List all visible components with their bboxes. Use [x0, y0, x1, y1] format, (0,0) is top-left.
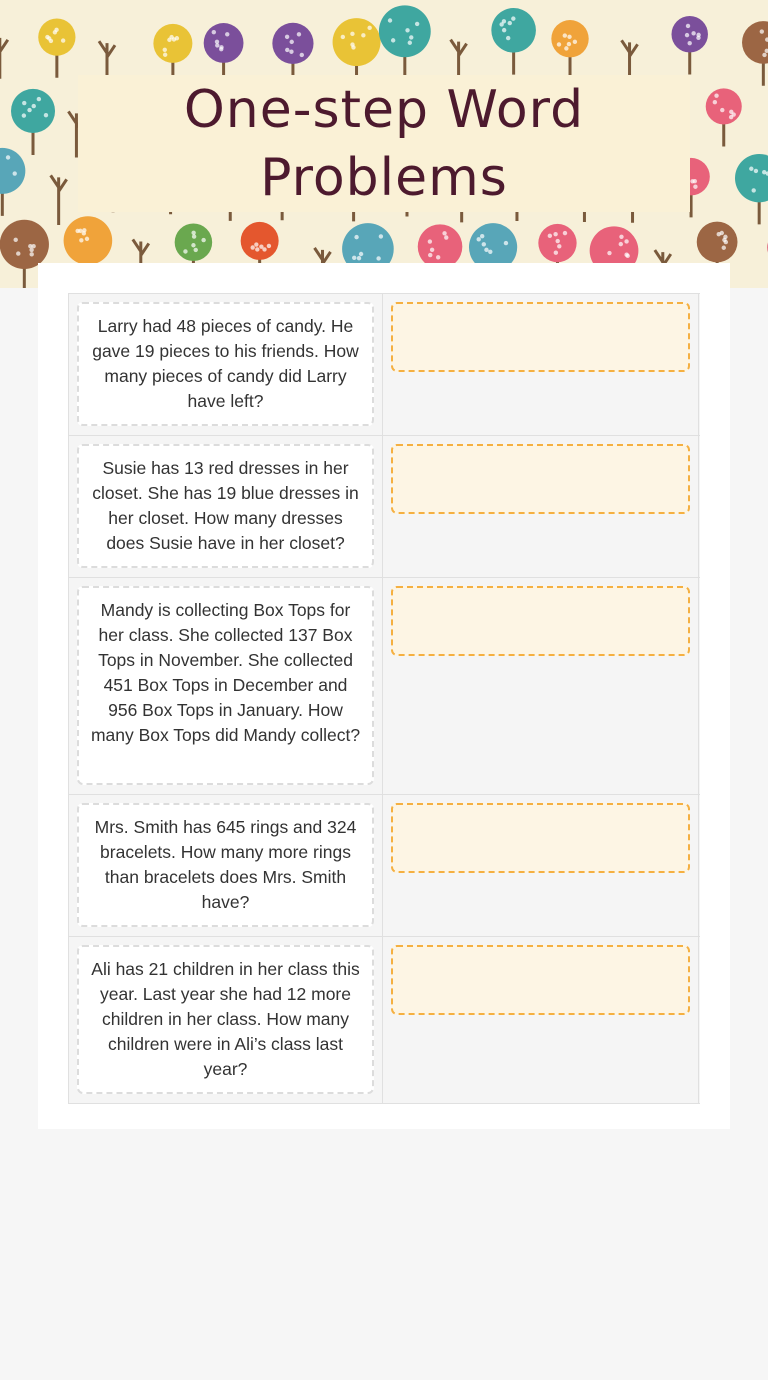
tree-dot	[762, 53, 766, 57]
worksheet-card	[38, 263, 730, 1129]
tree-dot	[484, 248, 488, 252]
tree-dot	[506, 36, 510, 40]
tree-dot	[191, 243, 195, 247]
tree-dot	[267, 244, 271, 248]
tree-dot	[192, 234, 196, 238]
tree-dot	[183, 249, 187, 253]
tree-dot	[85, 237, 89, 241]
question-cell	[69, 436, 383, 577]
tree-dot	[54, 28, 58, 32]
tree-dot	[442, 231, 446, 235]
tree-dot	[212, 30, 216, 34]
tree-dot	[191, 231, 195, 235]
question-card[interactable]: Susie has 13 red dresses in her closet. She has 19 blue dresses in her closet. How many dresses does Susie have in her closet?	[77, 444, 374, 568]
tree-dot	[31, 244, 35, 248]
tree-dot	[430, 248, 434, 252]
tree-dot	[720, 108, 724, 112]
answer-cell	[383, 578, 699, 794]
tree-dot	[61, 38, 65, 42]
tree-dot	[13, 171, 17, 175]
tree-crown	[241, 222, 279, 260]
tree-dot	[619, 242, 623, 246]
tree-dot	[350, 42, 354, 46]
title-banner	[78, 75, 690, 212]
tree-dot	[428, 239, 432, 243]
tree-dot	[405, 28, 409, 32]
tree-dot	[215, 40, 219, 44]
tree-dot	[563, 33, 567, 37]
tree-dot	[488, 250, 492, 254]
tree-crown	[697, 222, 738, 263]
question-card[interactable]: Larry had 48 pieces of candy. He gave 19 pieces to his friends. How many pieces of candy did Larry have left?	[77, 302, 374, 426]
tree-dot	[376, 256, 380, 260]
tree-dot	[563, 231, 567, 235]
tree-dot	[567, 42, 571, 46]
tree-crown	[38, 18, 75, 55]
tree-dot	[504, 241, 508, 245]
tree-dot	[163, 53, 167, 57]
answer-cell	[383, 436, 699, 577]
tree-dot	[75, 229, 79, 233]
tree-dot	[508, 21, 512, 25]
tree-dot	[297, 32, 301, 36]
tree-dot	[44, 113, 48, 117]
tree-dot	[444, 235, 448, 239]
tree-dot	[391, 38, 395, 42]
answer-drop-zone[interactable]	[391, 444, 690, 514]
tree-dot	[624, 239, 628, 243]
table-row	[69, 436, 700, 578]
tree-crown	[204, 23, 244, 63]
tree-dot	[717, 232, 721, 236]
tree-dot	[388, 18, 392, 22]
tree-crown	[379, 5, 431, 57]
tree-dot	[361, 33, 365, 37]
tree-dot	[408, 41, 412, 45]
tree-dot	[194, 248, 198, 252]
tree-dot	[564, 46, 568, 50]
tree-crown	[671, 16, 707, 52]
tree-dot	[14, 238, 18, 242]
tree-dot	[548, 234, 552, 238]
tree-dot	[290, 40, 294, 44]
tree-dot	[723, 235, 727, 239]
tree-dot	[573, 40, 577, 44]
tree-dot	[502, 28, 506, 32]
question-card[interactable]: Mandy is collecting Box Tops for her class. She collected 137 Box Tops in November. She collected 451 Box Tops in December and 956 Box Tops in January. How many Box Tops did Mandy collect?	[77, 586, 374, 785]
tree-dot	[619, 235, 623, 239]
tree-dot	[379, 234, 383, 238]
tree-dot	[225, 32, 229, 36]
tree-dot	[415, 22, 419, 26]
tree-crown	[0, 220, 49, 269]
tree-dot	[16, 251, 20, 255]
tree-dot	[477, 237, 481, 241]
tree-dot	[289, 50, 293, 54]
tree-dot	[6, 155, 10, 159]
tree-dot	[714, 93, 718, 97]
table-row	[69, 937, 700, 1104]
tree-dot	[352, 256, 356, 260]
tree-dot	[254, 242, 258, 246]
tree-dot	[693, 185, 697, 189]
tree-dot	[409, 35, 413, 39]
tree-dot	[691, 31, 695, 35]
tree-dot	[359, 252, 363, 256]
tree-dot	[688, 41, 692, 45]
tree-dot	[285, 48, 289, 52]
tree-dot	[713, 100, 717, 104]
tree-dot	[553, 232, 557, 236]
table-row	[69, 294, 700, 436]
matching-table	[68, 293, 700, 1104]
tree-dot	[167, 38, 171, 42]
tree-crown	[491, 8, 536, 53]
tree-dot	[354, 235, 358, 239]
tree-dot	[300, 53, 304, 57]
tree-dot	[163, 48, 167, 52]
tree-dot	[557, 42, 561, 46]
tree-dot	[259, 244, 263, 248]
answer-drop-zone[interactable]	[391, 586, 690, 656]
answer-drop-zone[interactable]	[391, 302, 690, 372]
tree-dot	[219, 45, 223, 49]
tree-dot	[696, 36, 700, 40]
tree-dot	[27, 108, 31, 112]
tree-dot	[47, 36, 51, 40]
tree-dot	[502, 19, 506, 23]
tree-dot	[754, 169, 758, 173]
tree-dot	[250, 245, 254, 249]
tree-dot	[567, 35, 571, 39]
tree-dot	[722, 246, 726, 250]
question-card[interactable]: Ali has 21 children in her class this year. Last year she had 12 more children in her class. How many children were in Ali’s class last year?	[77, 945, 374, 1094]
tree-dot	[22, 113, 26, 117]
answer-cell	[383, 795, 699, 936]
tree-dot	[607, 251, 611, 255]
tree-dot	[32, 104, 36, 108]
tree-dot	[752, 188, 756, 192]
question-cell	[69, 937, 383, 1103]
tree-dot	[341, 35, 345, 39]
tree-dot	[749, 167, 753, 171]
table-row	[69, 795, 700, 937]
answer-drop-zone[interactable]	[391, 803, 690, 873]
tree-dot	[480, 234, 484, 238]
page-title: One-step Word Problems	[183, 79, 585, 208]
table-row	[69, 578, 700, 795]
tree-dot	[285, 35, 289, 39]
tree-dot	[511, 16, 515, 20]
question-cell	[69, 578, 383, 794]
tree-dot	[685, 33, 689, 37]
tree-dot	[625, 254, 629, 258]
tree-crown	[175, 224, 213, 262]
tree-dot	[729, 110, 733, 114]
tree-dot	[428, 253, 432, 257]
tree-dot	[255, 247, 259, 251]
tree-dot	[37, 97, 41, 101]
tree-dot	[201, 238, 205, 242]
tree-dot	[729, 115, 733, 119]
tree-dot	[554, 251, 558, 255]
tree-dot	[760, 29, 764, 33]
tree-dot	[367, 26, 371, 30]
answer-drop-zone[interactable]	[391, 945, 690, 1015]
tree-dot	[350, 32, 354, 36]
tree-dot	[29, 248, 33, 252]
tree-dot	[79, 238, 83, 242]
tree-dot	[693, 179, 697, 183]
tree-dot	[22, 101, 26, 105]
question-card[interactable]: Mrs. Smith has 645 rings and 324 bracelets. How many more rings than bracelets does Mrs. Smith have?	[77, 803, 374, 927]
tree-dot	[482, 242, 486, 246]
tree-dot	[30, 252, 34, 256]
tree-crown	[706, 88, 742, 124]
tree-crown	[153, 24, 192, 63]
tree-dot	[686, 24, 690, 28]
answer-cell	[383, 294, 699, 435]
question-cell	[69, 294, 383, 435]
tree-dot	[172, 37, 176, 41]
tree-crown	[333, 18, 381, 66]
tree-crown	[11, 89, 55, 133]
tree-dot	[436, 255, 440, 259]
question-cell	[69, 795, 383, 936]
tree-dot	[556, 239, 560, 243]
tree-dot	[357, 256, 361, 260]
answer-cell	[383, 937, 699, 1103]
tree-dot	[557, 244, 561, 248]
